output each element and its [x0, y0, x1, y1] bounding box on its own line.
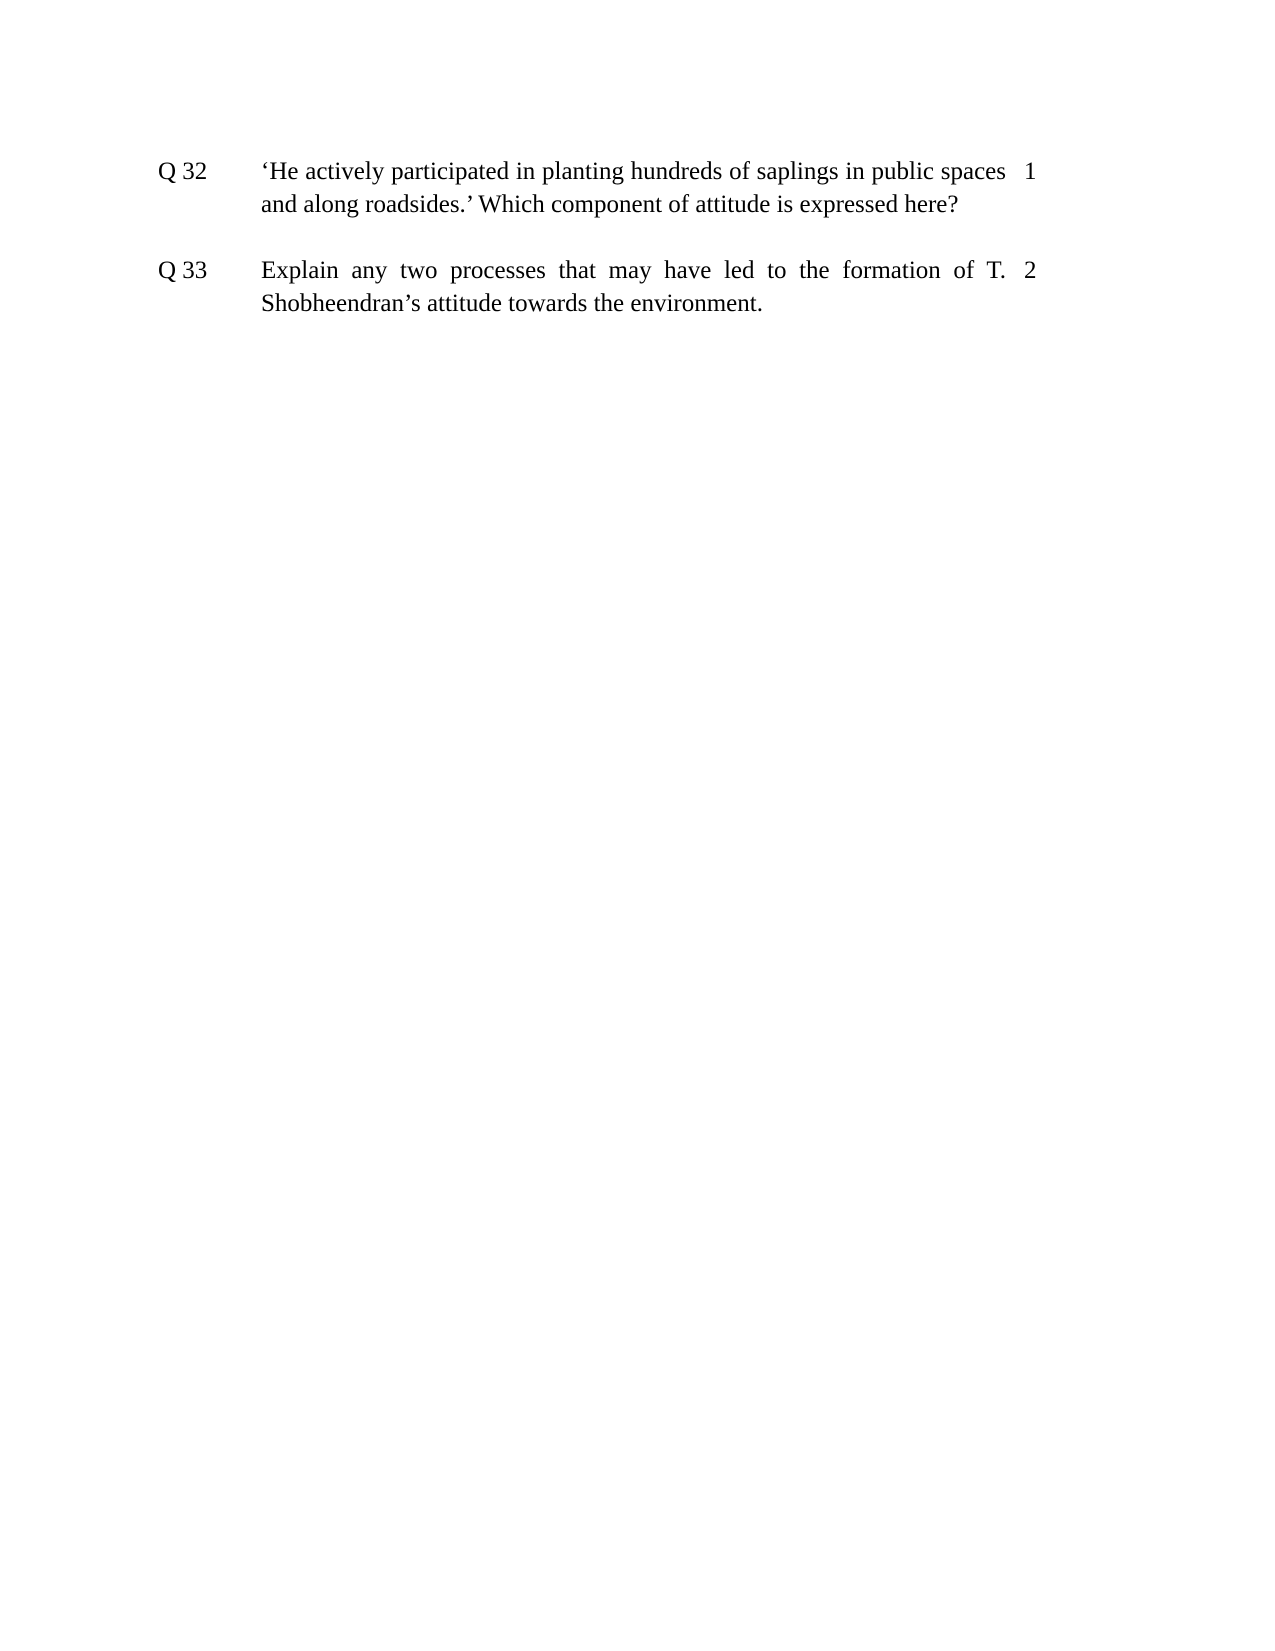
question-text: Explain any two processes that may have led to the formation of T. Shobheendran’s attitude towards the environment.: [261, 257, 1006, 317]
question-number: Q 33: [158, 257, 208, 284]
question-text: ‘He actively participated in planting hundreds of saplings in public spaces and along roadsides.’ Which component of attitude is expressed here?: [261, 158, 1006, 218]
question-marks: 2: [1024, 257, 1037, 284]
question-marks: 1: [1024, 158, 1037, 185]
question-number: Q 32: [158, 158, 208, 185]
